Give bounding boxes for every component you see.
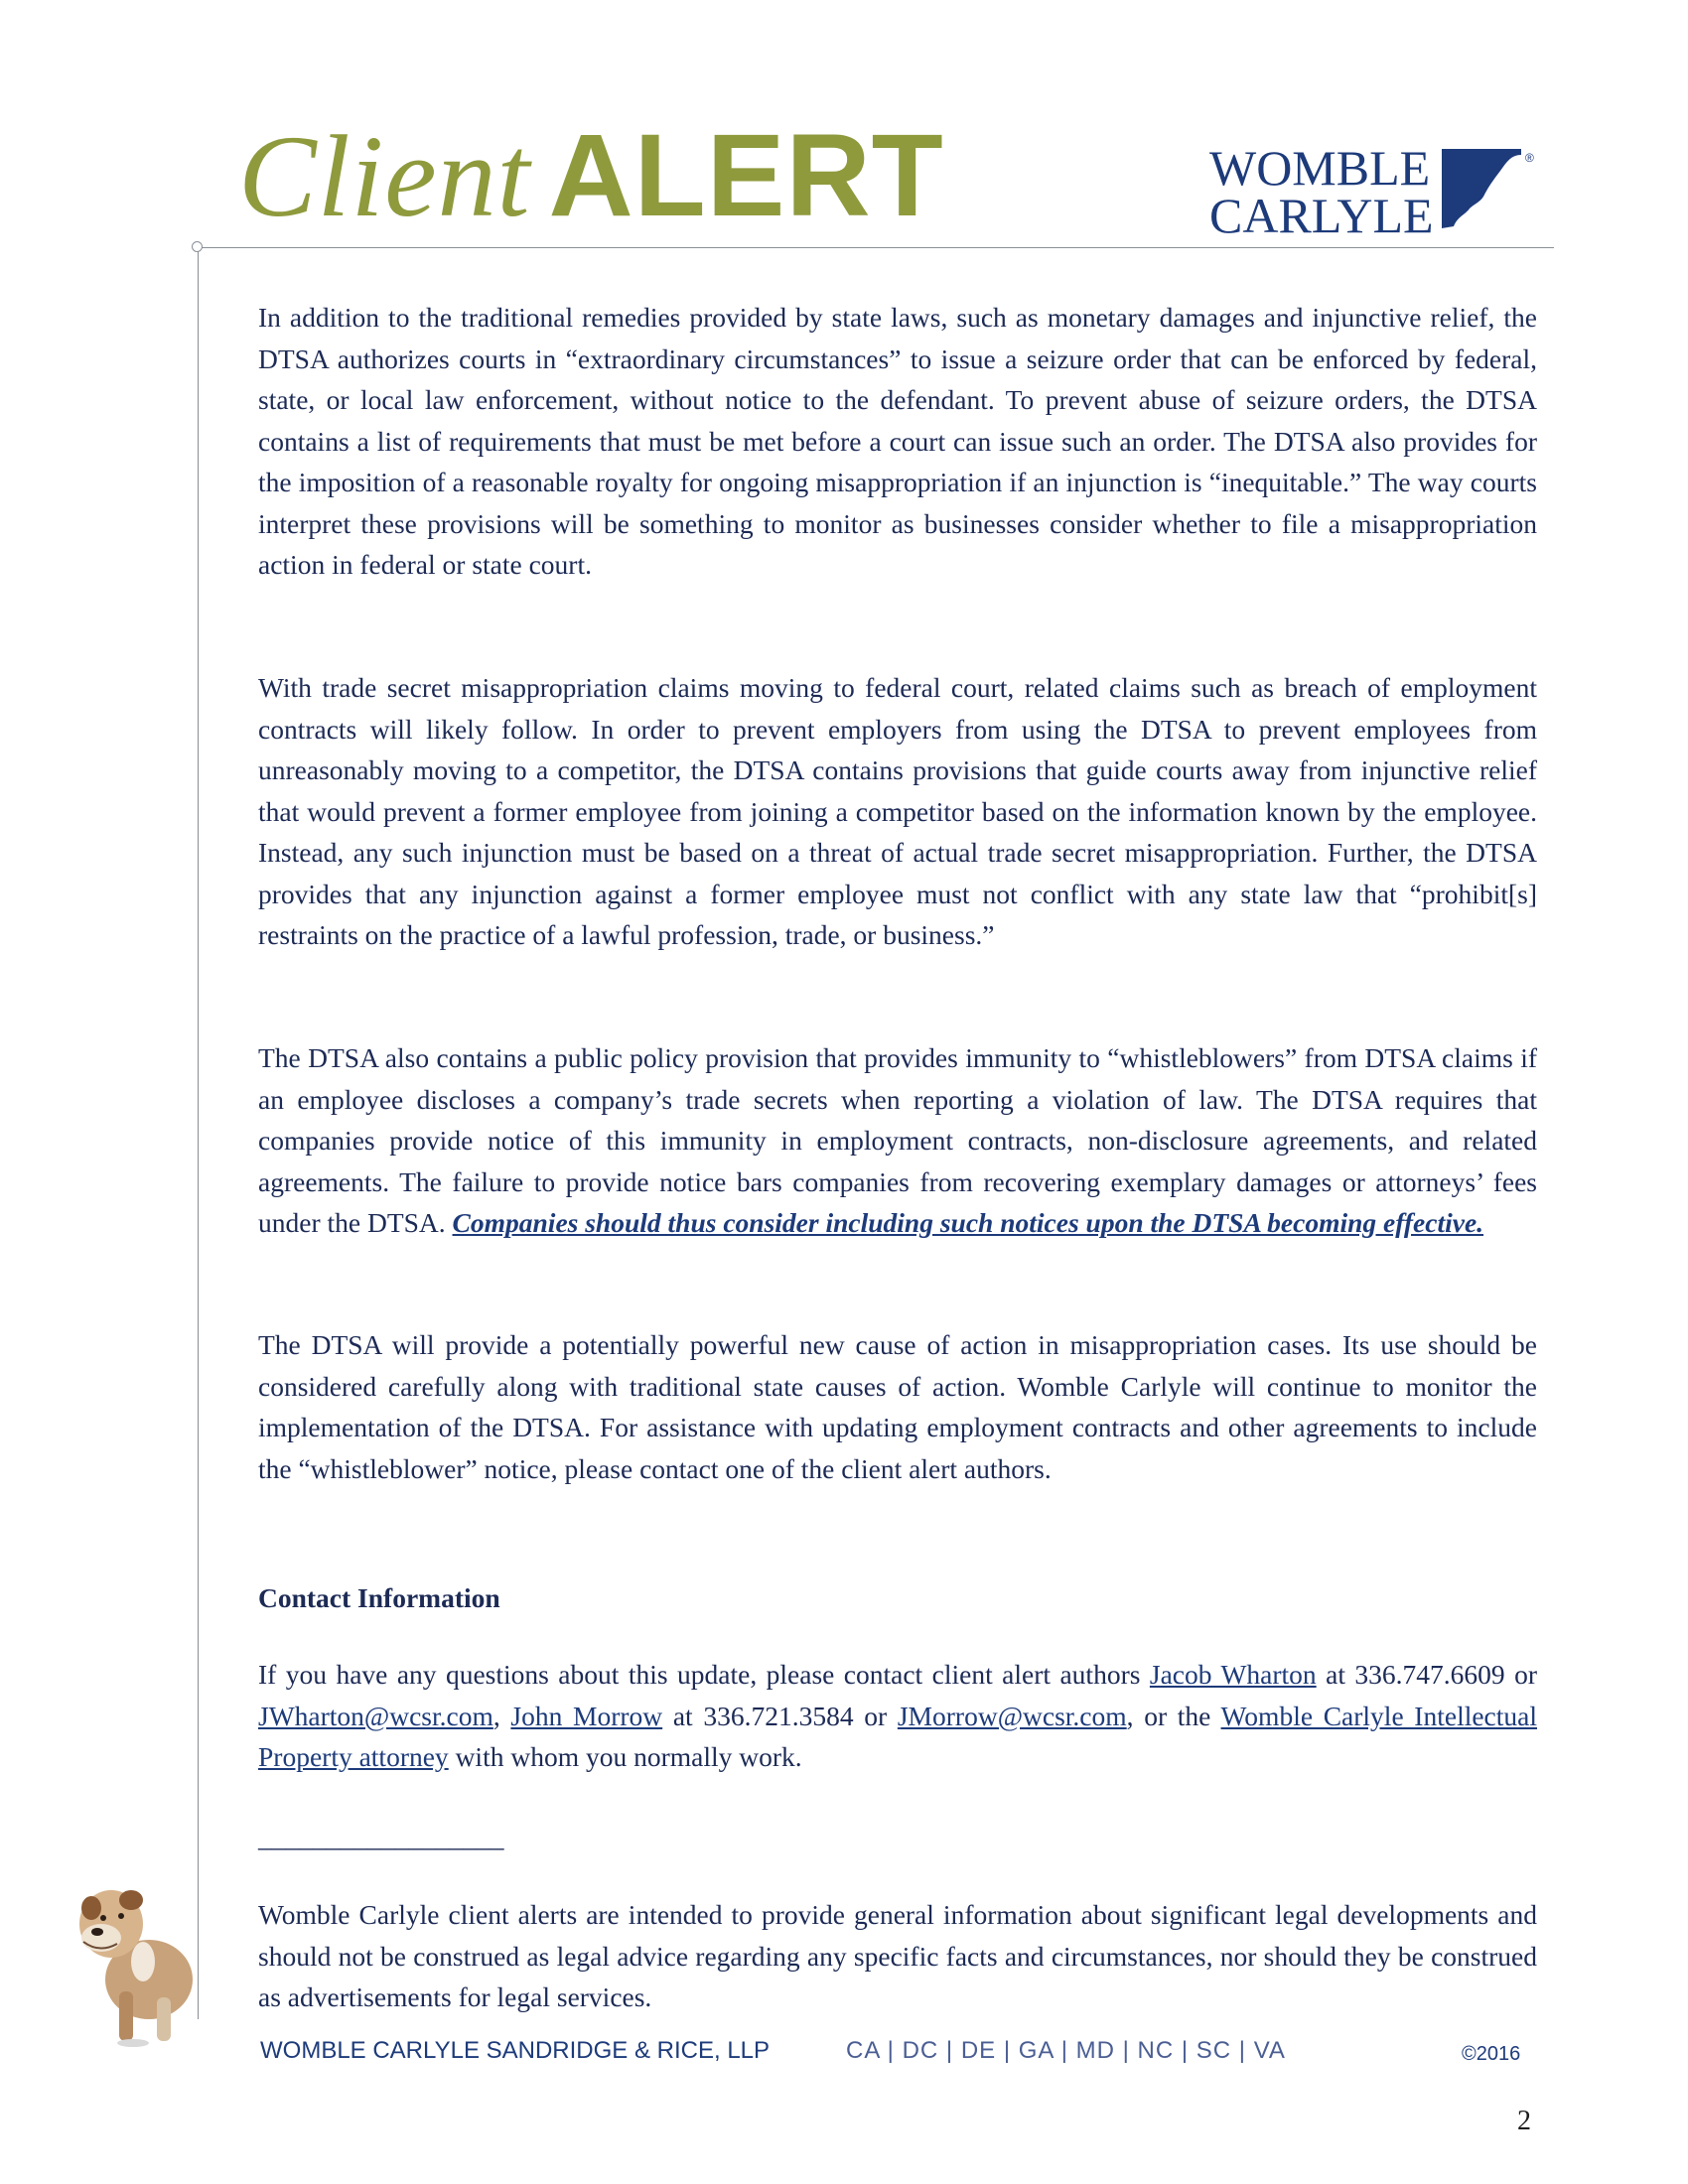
paragraph-employment: With trade secret misappropriation claims moving to federal court, related claims such as breach of employment contracts will likely follow. In order to prevent employers from using the DTSA to prevent employees from unreasonably moving to a competitor, the DTSA contains provisions that guide courts away from injunctive relief that would prevent a former employee from joining a competitor based on the information known by the employee. Instead, any such injunction must be based on a threat of actual trade secret misappropriation. Further, the DTSA provides that any injunction against a former employee must not conflict with any state law that “prohibit[s] restraints on the practice of a lawful profession, trade, or business.”: [258, 672, 1537, 950]
footer-office-states: CA | DC | DE | GA | MD | NC | SC | VA: [846, 2037, 1286, 2064]
paragraph-remedies: In addition to the traditional remedies provided by state laws, such as monetary damages and injunctive relief, the DTSA authorizes courts in “extraordinary circumstances” to issue a seizure order that can be enforced by federal, state, or local law enforcement, without notice to the defendant. To prevent abuse of seizure orders, the DTSA contains a list of requirements that must be met before a court can issue such an order. The DTSA also provides for the imposition of a reasonable royalty for ongoing misappropriation if an injunction is “inequitable.” The way courts interpret these provisions will be something to monitor as businesses consider whether to file a misappropriation action in federal or state court.: [258, 302, 1537, 580]
author-wharton-email-link[interactable]: JWharton@wcsr.com: [258, 1700, 493, 1731]
bulldog-illustration: [62, 1862, 201, 2047]
contact-intro: If you have any questions about this update, please contact client alert authors: [258, 1659, 1141, 1690]
paragraph-whistleblower: [258, 1037, 1537, 1244]
paragraph-conclusion: The DTSA will provide a potentially powerful new cause of action in misappropriation cases. Its use should be considered carefully along with traditional state causes of action. Womble Carlyle will continue to monitor the implementation of the DTSA. For assistance with updating employment contracts and other agreements to include the “whistleblower” notice, please contact one of the client alert authors.: [258, 1329, 1537, 1484]
womble-carlyle-logo: [1209, 140, 1537, 243]
footer-firm-name: WOMBLE CARLYLE SANDRIDGE & RICE, LLP: [260, 2037, 771, 2064]
emphasis-recommendation: Companies should thus consider including such notices upon the DTSA becoming effective.: [452, 1207, 1484, 1238]
margin-rule: [198, 247, 199, 2019]
whistleblower-text: The DTSA also contains a public policy provision that provides immunity to “whistleblowers” from DTSA claims if an employee discloses a company’s trade secrets when reporting a violation of law. The DTSA requires that companies provide notice of this immunity in employment contracts, non-disclosure agreements, and related agreements. The failure to provide notice bars companies from recovering exemplary damages or attorneys’ fees under the DTSA.: [258, 1042, 1537, 1238]
page-number: 2: [1517, 2106, 1531, 2136]
header-rule: [199, 247, 1554, 248]
contact-comma: ,: [492, 1700, 500, 1731]
logo-line-carlyle: CARLYLE: [1209, 188, 1434, 243]
contact-heading: Contact Information: [258, 1582, 500, 1613]
footer-copyright: ©2016: [1462, 2043, 1521, 2065]
disclaimer-paragraph: Womble Carlyle client alerts are intended to provide general information about significant legal developments and should not be construed as legal advice regarding any specific facts and circumstances, nor should they be construed as advertisements for legal services.: [258, 1899, 1537, 2012]
author-john-morrow-link[interactable]: John Morrow: [510, 1700, 663, 1731]
title-alert-word: ALERT: [548, 110, 944, 241]
footnote-separator: __________________: [258, 1822, 504, 1852]
contact-paragraph: [258, 1654, 1537, 1778]
title-client-word: Client: [238, 111, 531, 241]
contact-or-the: , or the: [1126, 1700, 1211, 1731]
logo-line-womble: WOMBLE: [1209, 140, 1431, 196]
author-morrow-email-link[interactable]: JMorrow@wcsr.com: [897, 1700, 1127, 1731]
ip-attorney-link[interactable]: Womble Carlyle Intellectual Property attorney: [258, 1700, 1537, 1772]
contact-phone-2: at 336.721.3584 or: [672, 1700, 888, 1731]
contact-closing: with whom you normally work.: [455, 1741, 802, 1772]
contact-phone-1: at 336.747.6609 or: [1326, 1659, 1538, 1690]
logo-column-icon: [1436, 145, 1525, 234]
client-alert-title: [238, 110, 944, 241]
registered-mark: ®: [1525, 151, 1534, 165]
author-jacob-wharton-link[interactable]: Jacob Wharton: [1149, 1659, 1317, 1690]
rule-corner-dot: [192, 241, 203, 252]
